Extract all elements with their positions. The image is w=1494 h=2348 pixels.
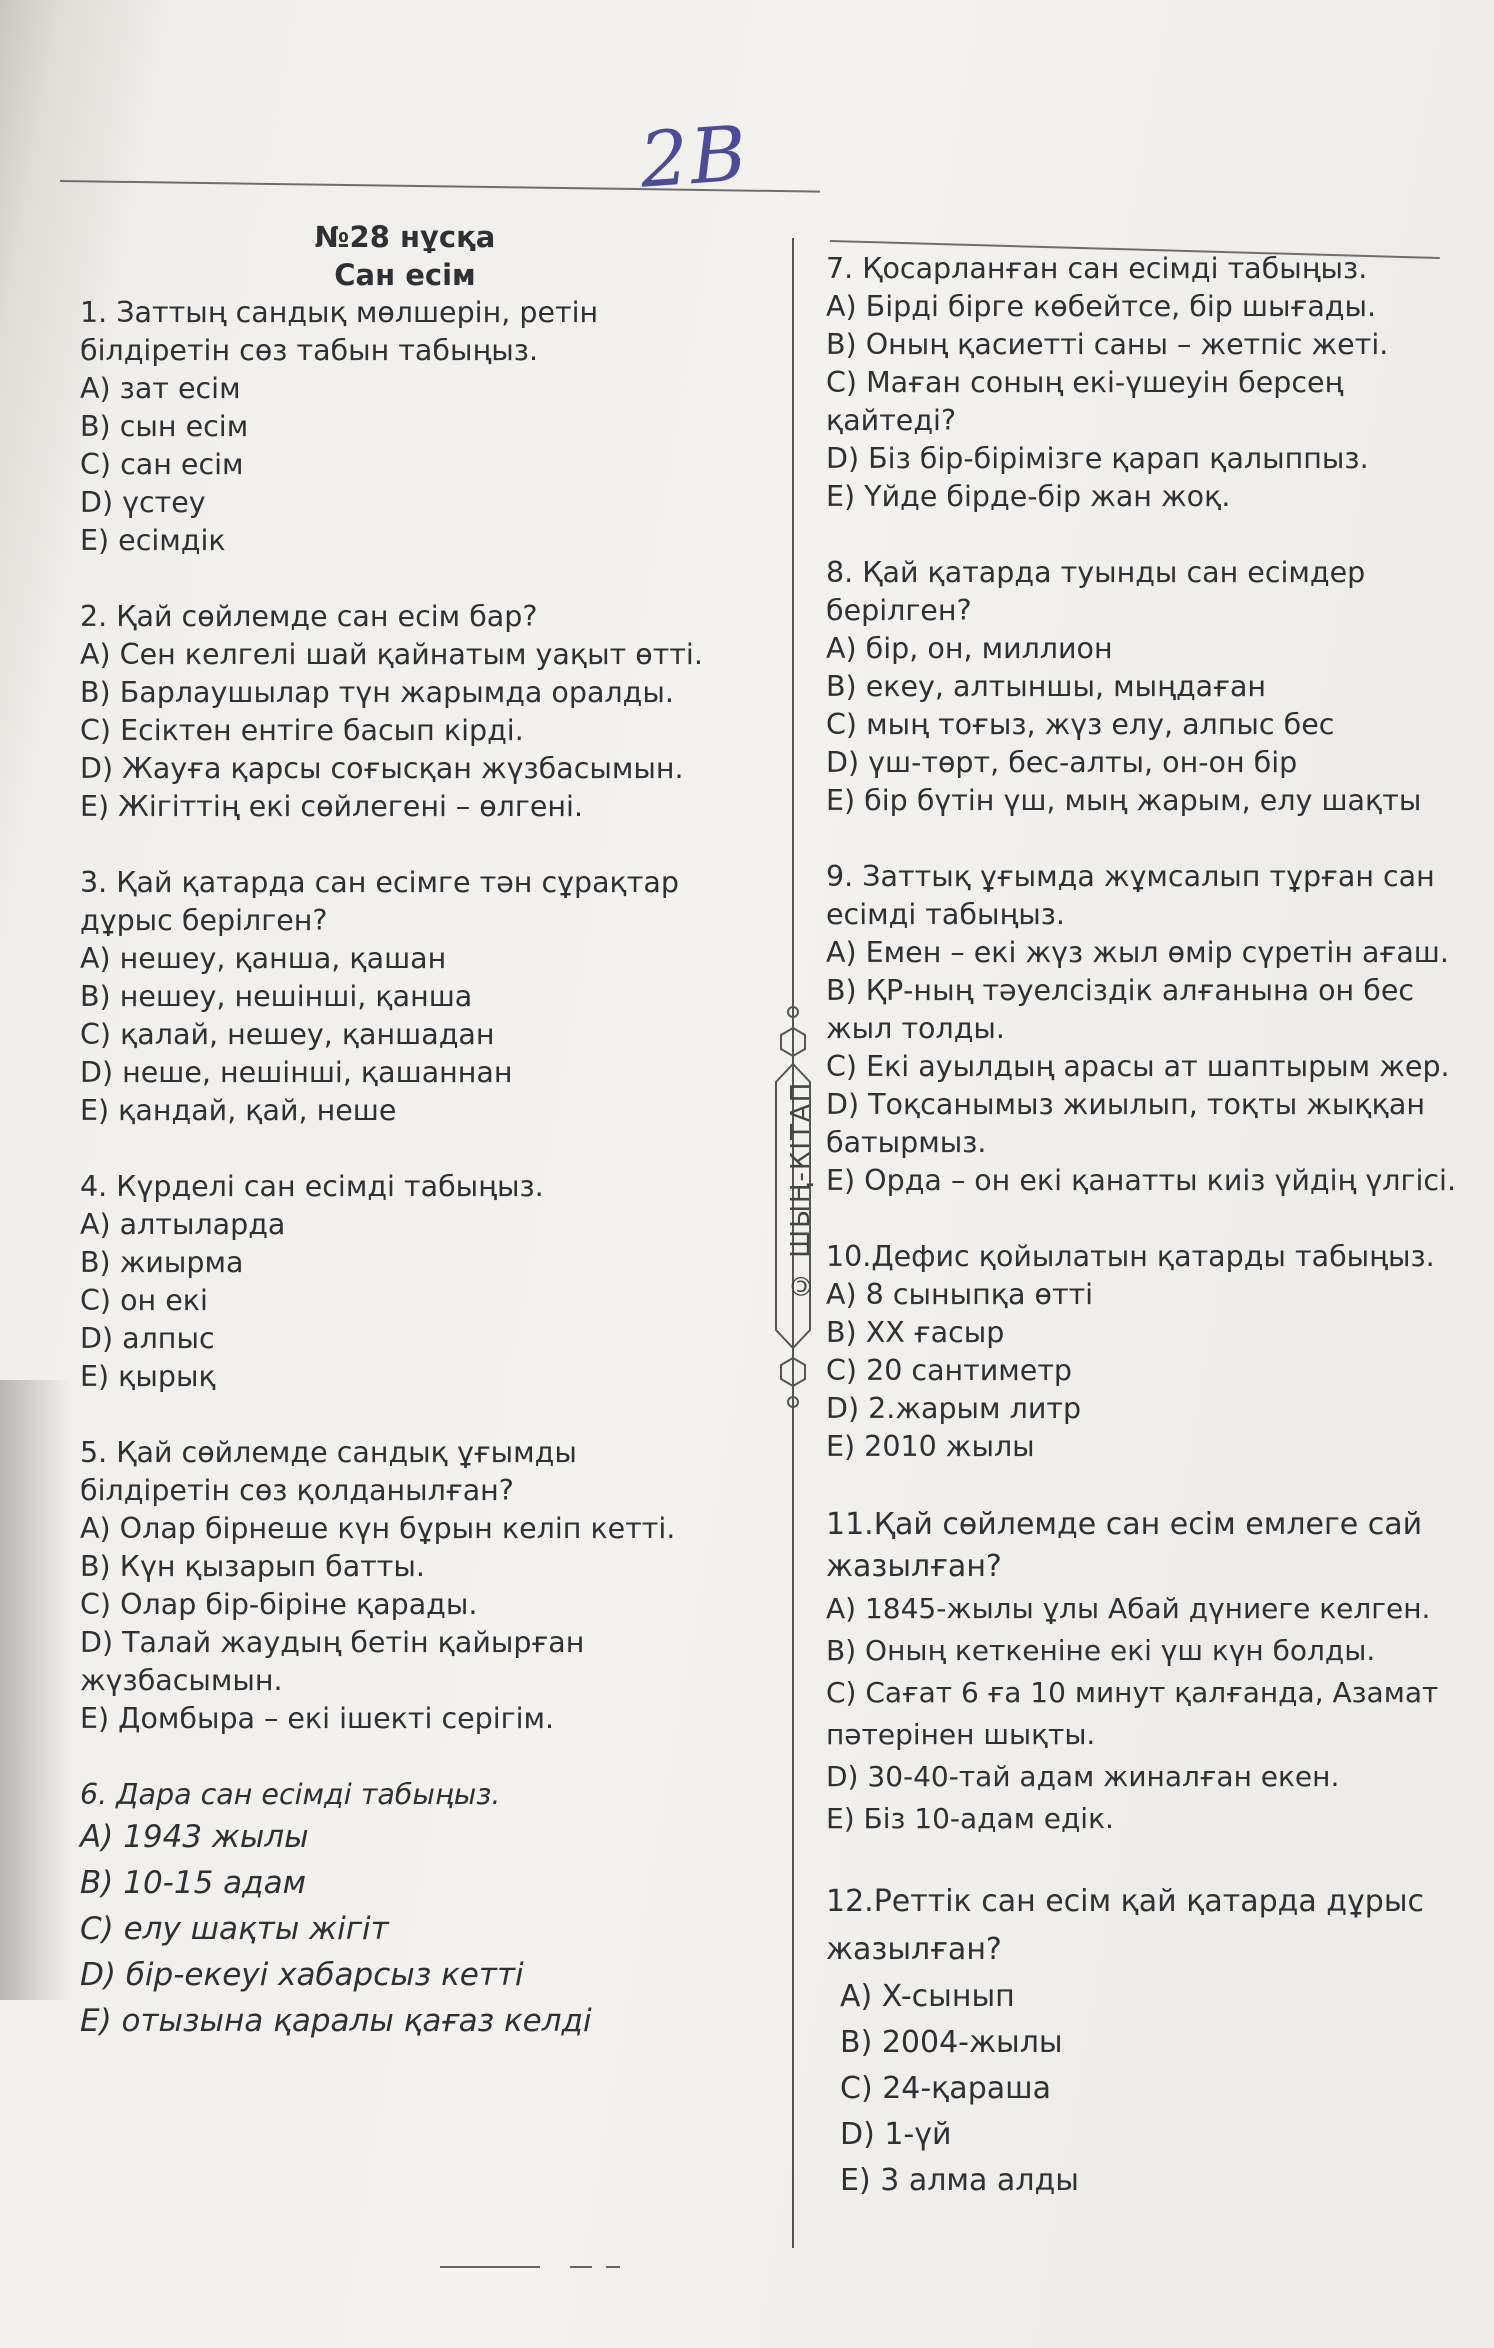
spacer	[80, 560, 730, 598]
answer-option[interactable]: пәтерінен шықты.	[826, 1718, 1096, 1751]
answer-option[interactable]: Е) Үйде бірде-бір жан жоқ.	[826, 480, 1231, 513]
right-column	[826, 250, 1466, 2204]
question-4	[80, 1168, 730, 1396]
answer-option[interactable]: А) Бірді бірге көбейтсе, бір шығады.	[826, 290, 1377, 323]
question-3	[80, 864, 730, 1130]
answer-option[interactable]: жүзбасымын.	[80, 1664, 283, 1697]
answer-option[interactable]: D) 1-үй	[840, 2117, 952, 2152]
answer-option[interactable]: Е) Домбыра – екі ішекті серігім.	[80, 1702, 555, 1735]
question-stem: білдіретін сөз қолданылған?	[80, 1474, 514, 1507]
answer-option[interactable]: D) 2.жарым литр	[826, 1392, 1082, 1425]
answer-option[interactable]: В) екеу, алтыншы, мыңдаған	[826, 670, 1267, 703]
publisher-label: © ШЫҢ-КІТАП	[786, 1080, 816, 1300]
answer-option[interactable]: батырмыз.	[826, 1126, 987, 1159]
answer-option[interactable]: Е) Жігіттің екі сөйлегені – өлгені.	[80, 790, 584, 823]
question-11	[826, 1504, 1466, 1840]
answer-option[interactable]: D) Тоқсанымыз жиылып, тоқты жыққан	[826, 1088, 1425, 1121]
answer-option[interactable]: D) неше, нешінші, қашаннан	[80, 1056, 513, 1089]
answer-option[interactable]: А) Олар бірнеше күн бұрын келіп кетті.	[80, 1512, 676, 1545]
answer-option[interactable]: Е) қырық	[80, 1360, 216, 1393]
question-stem: білдіретін сөз табын табыңыз.	[80, 334, 539, 367]
question-stem: 11.Қай сөйлемде сан есім емлеге сай	[826, 1507, 1423, 1542]
answer-option[interactable]: В) жиырма	[80, 1246, 244, 1279]
question-stem: 1. Заттың сандық мөлшерін, ретін	[80, 296, 599, 329]
answer-option[interactable]: D) үстеу	[80, 486, 206, 519]
answer-option[interactable]: С) Екі ауылдың арасы ат шаптырым жер.	[826, 1050, 1450, 1083]
handwritten-mark: 2В	[637, 108, 752, 205]
answer-option[interactable]: Е) 3 алма алды	[840, 2163, 1079, 2198]
answer-option[interactable]: D) 30-40-тай адам жиналған екен.	[826, 1760, 1340, 1793]
answer-option[interactable]: В) сын есім	[80, 410, 249, 443]
answer-option[interactable]: С) қалай, нешеу, қаншадан	[80, 1018, 495, 1051]
answer-option[interactable]: Е) отызына қаралы қағаз келді	[80, 2003, 592, 2039]
question-stem: 2. Қай сөйлемде сан есім бар?	[80, 600, 538, 633]
question-8	[826, 554, 1466, 820]
answer-option[interactable]: С) Олар бір-біріне қарады.	[80, 1588, 478, 1621]
answer-option[interactable]: А) Сен келгелі шай қайнатым уақыт өтті.	[80, 638, 703, 671]
answer-option[interactable]: С) 20 сантиметр	[826, 1354, 1073, 1387]
answer-option[interactable]: С) он екі	[80, 1284, 208, 1317]
answer-option[interactable]: А) нешеу, қанша, қашан	[80, 942, 447, 975]
question-stem: дұрыс берілген?	[80, 904, 328, 937]
answer-option[interactable]: D) үш-төрт, бес-алты, он-он бір	[826, 746, 1298, 779]
question-stem: есімді табыңыз.	[826, 898, 1065, 931]
question-stem: 7. Қосарланған сан есімді табыңыз.	[826, 252, 1368, 285]
answer-option[interactable]: В) нешеу, нешінші, қанша	[80, 980, 473, 1013]
spacer	[80, 1130, 730, 1168]
answer-option[interactable]: D) Жауға қарсы соғысқан жүзбасымын.	[80, 752, 684, 785]
question-stem: 10.Дефис қойылатын қатарды табыңыз.	[826, 1240, 1435, 1273]
answer-option[interactable]: В) Күн қызарып батты.	[80, 1550, 425, 1583]
answer-option[interactable]: жыл толды.	[826, 1012, 1005, 1045]
spacer	[826, 820, 1466, 858]
answer-option[interactable]: А) 8 сыныпқа өтті	[826, 1278, 1094, 1311]
spacer	[826, 1840, 1466, 1878]
topic-title: Сан есім	[334, 258, 476, 292]
question-stem: 9. Заттық ұғымда жұмсалып тұрған сан	[826, 860, 1435, 893]
answer-option[interactable]: С) 24-қараша	[840, 2071, 1051, 2106]
answer-option[interactable]: В) 2004-жылы	[840, 2025, 1063, 2060]
question-12	[826, 1878, 1466, 2204]
answer-option[interactable]: А) бір, он, миллион	[826, 632, 1113, 665]
left-column	[80, 218, 730, 2044]
question-2	[80, 598, 730, 826]
answer-option[interactable]: А) алтыларда	[80, 1208, 286, 1241]
answer-option[interactable]: D) бір-екеуі хабарсыз кетті	[80, 1957, 524, 1993]
question-stem: 6. Дара сан есімді табыңыз.	[80, 1778, 501, 1811]
question-stem: 3. Қай қатарда сан есімге тән сұрақтар	[80, 866, 679, 899]
answer-option[interactable]: Е) бір бүтін үш, мың жарым, елу шақты	[826, 784, 1422, 817]
question-7	[826, 250, 1466, 516]
answer-option[interactable]: В) Барлаушылар түн жарымда оралды.	[80, 676, 674, 709]
page-shadow	[0, 1380, 70, 2000]
spacer	[826, 1200, 1466, 1238]
question-stem: 8. Қай қатарда туынды сан есімдер	[826, 556, 1366, 589]
bottom-dash	[570, 2266, 592, 2268]
question-stem: 12.Реттік сан есім қай қатарда дұрыс	[826, 1884, 1425, 1919]
question-stem: 4. Күрделі сан есімді табыңыз.	[80, 1170, 544, 1203]
answer-option[interactable]: С) елу шақты жігіт	[80, 1911, 389, 1947]
question-6	[80, 1776, 730, 2044]
answer-option[interactable]: В) Оның қасиетті саны – жетпіс жеті.	[826, 328, 1389, 361]
question-stem: жазылған?	[826, 1932, 1002, 1967]
question-5	[80, 1434, 730, 1738]
answer-option[interactable]: D) Біз бір-бірімізге қарап қалыппыз.	[826, 442, 1369, 475]
answer-option[interactable]: Е) 2010 жылы	[826, 1430, 1035, 1463]
answer-option[interactable]: В) 10-15 адам	[80, 1865, 306, 1901]
answer-option[interactable]: В) Оның кеткеніне екі үш күн болды.	[826, 1634, 1376, 1667]
spacer	[826, 1466, 1466, 1504]
answer-option[interactable]: D) Талай жаудың бетін қайырған	[80, 1626, 585, 1659]
variant-title: №28 нұсқа	[314, 220, 496, 254]
answer-option[interactable]: А) 1943 жылы	[80, 1819, 309, 1855]
answer-option[interactable]: А) X-сынып	[840, 1979, 1015, 2014]
question-stem: 5. Қай сөйлемде сандық ұғымды	[80, 1436, 577, 1469]
answer-option[interactable]: D) алпыс	[80, 1322, 215, 1355]
answer-option[interactable]: С) Сағат 6 ға 10 минут қалғанда, Азамат	[826, 1676, 1439, 1709]
answer-option[interactable]: А) зат есім	[80, 372, 241, 405]
answer-option[interactable]: А) 1845-жылы ұлы Абай дүниеге келген.	[826, 1592, 1431, 1625]
question-stem: берілген?	[826, 594, 972, 627]
spacer	[80, 1738, 730, 1776]
bottom-dash	[440, 2266, 540, 2268]
question-1	[80, 294, 730, 560]
answer-option[interactable]: С) мың тоғыз, жүз елу, алпыс бес	[826, 708, 1335, 741]
answer-option[interactable]: С) сан есім	[80, 448, 244, 481]
answer-option[interactable]: Е) Орда – он екі қанатты киіз үйдің үлгісі.	[826, 1164, 1457, 1197]
spacer	[80, 1396, 730, 1434]
answer-option[interactable]: А) Емен – екі жүз жыл өмір сүретін ағаш.	[826, 936, 1449, 969]
answer-option[interactable]: қайтеді?	[826, 404, 957, 437]
answer-option[interactable]: С) Маған соның екі-үшеуін берсең	[826, 366, 1344, 399]
answer-option[interactable]: В) XX ғасыр	[826, 1316, 1005, 1349]
question-9	[826, 858, 1466, 1200]
spacer	[80, 826, 730, 864]
answer-option[interactable]: В) ҚР-ның тәуелсіздік алғанына он бес	[826, 974, 1415, 1007]
answer-option[interactable]: С) Есіктен ентіге басып кірді.	[80, 714, 524, 747]
spacer	[826, 516, 1466, 554]
bottom-dash	[606, 2266, 620, 2268]
answer-option[interactable]: Е) есімдік	[80, 524, 226, 557]
answer-option[interactable]: Е) Біз 10-адам едік.	[826, 1802, 1114, 1835]
question-stem: жазылған?	[826, 1549, 1002, 1584]
answer-option[interactable]: Е) қандай, қай, неше	[80, 1094, 397, 1127]
question-10	[826, 1238, 1466, 1466]
